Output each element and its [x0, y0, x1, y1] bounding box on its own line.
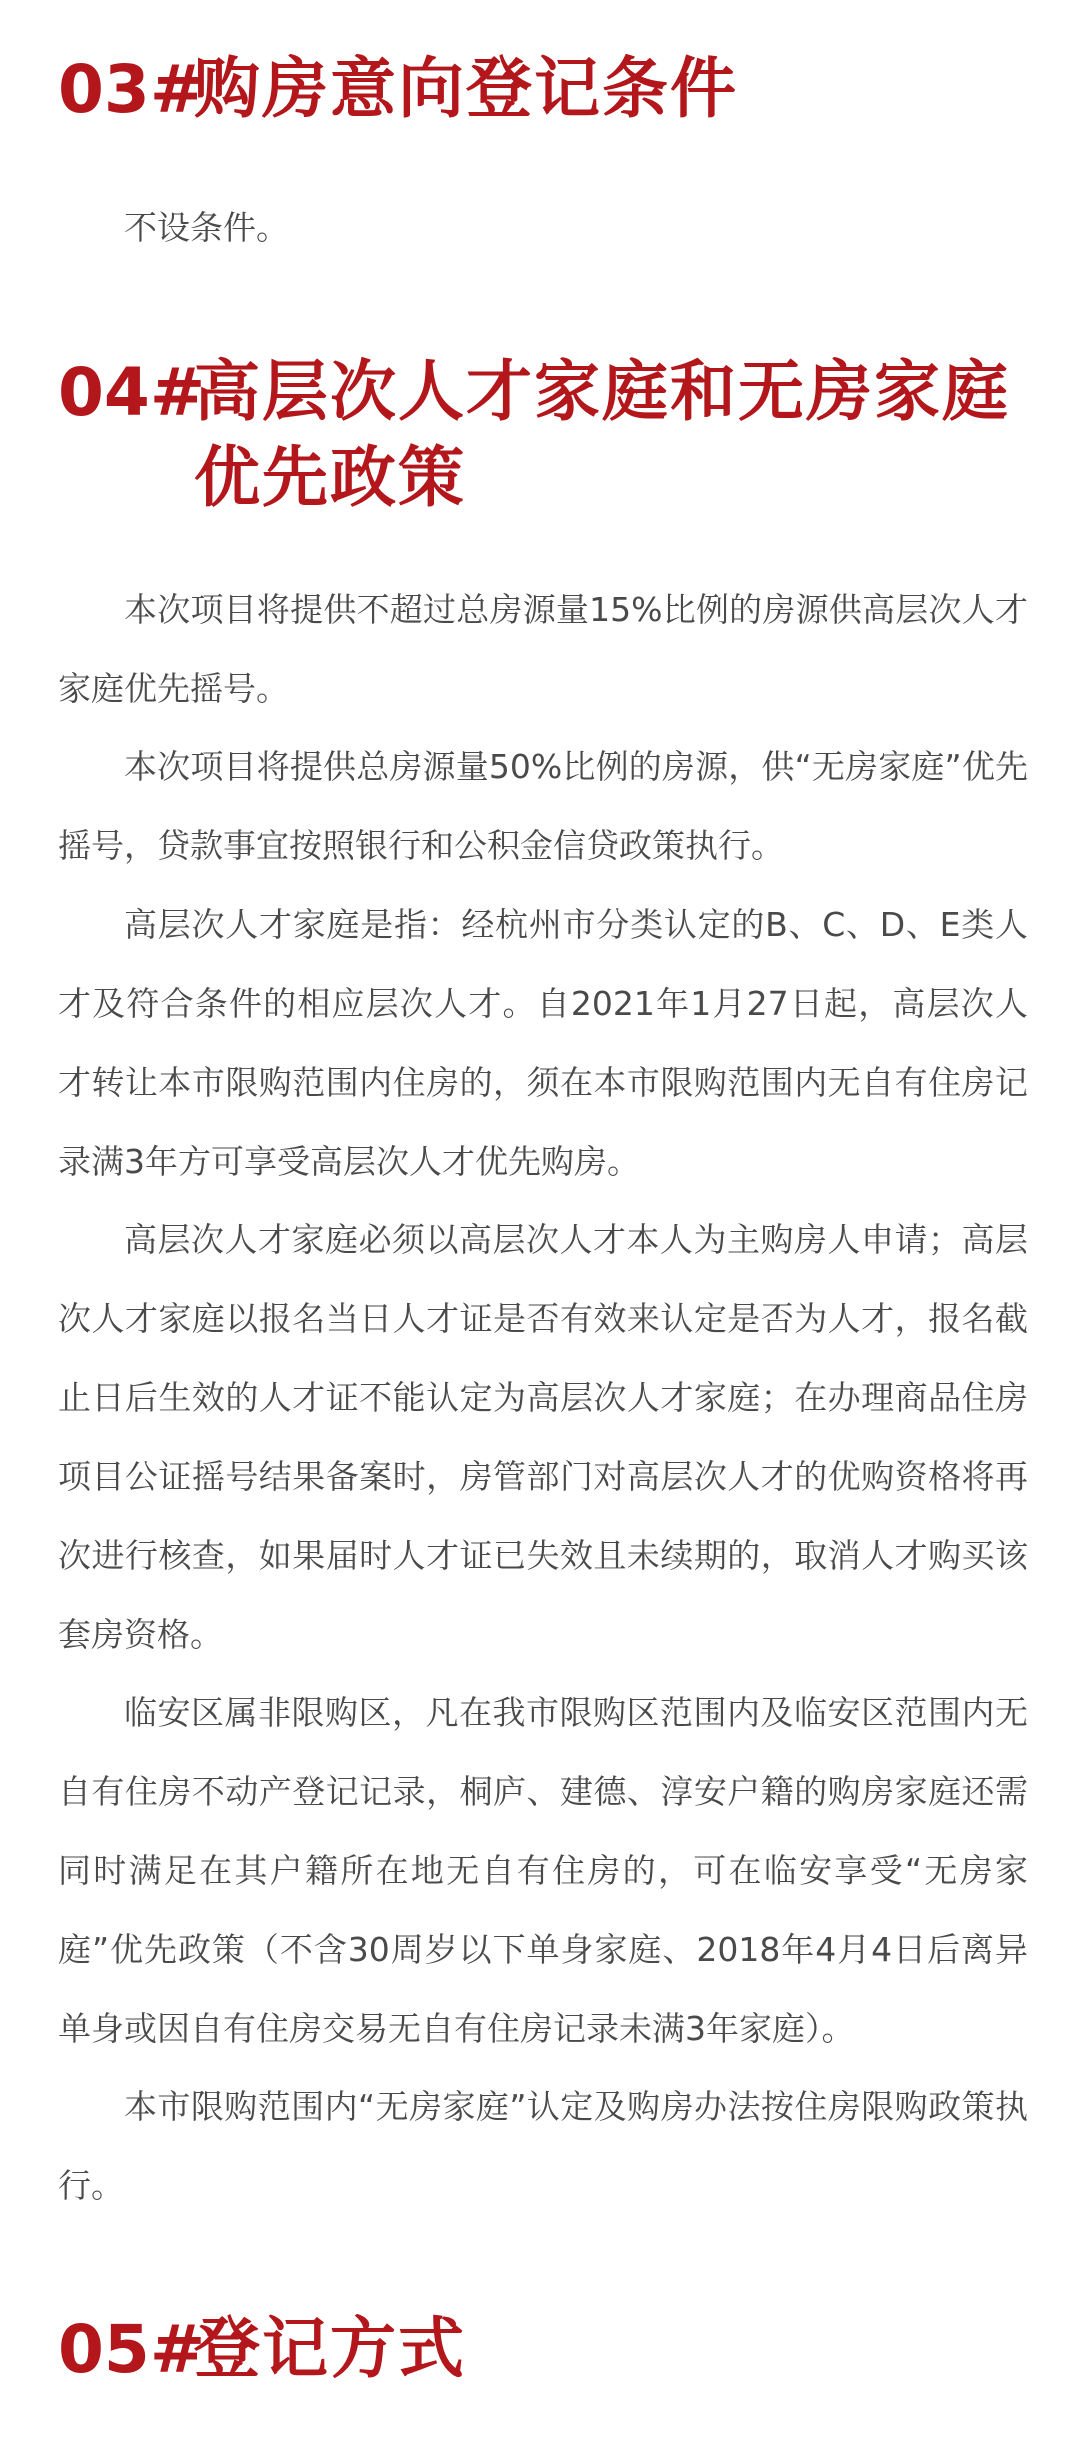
section-title-line: 优先政策: [194, 439, 466, 516]
paragraph: 本次项目将提供总房源量50%比例的房源，供“无房家庭”优先摇号，贷款事宜按照银行和公积金信贷政策执行。: [58, 747, 1028, 865]
section-heading-04: [58, 349, 1010, 521]
paragraph: 临安区属非限购区，凡在我市限购区范围内及临安区范围内无自有住房不动产登记记录，桐庐、建德、淳安户籍的购房家庭还需同时满足在其户籍所在地无自有住房的，可在临安享受“无房家庭”优先政策（不含30周岁以下单身家庭、2018年4月4日后离异单身或因自有住房交易无自有住房记录未满3年家庭）。: [58, 1693, 1028, 2048]
section-title-line: 登记方式: [194, 2310, 466, 2387]
paragraph: 本市限购范围内“无房家庭”认定及购房办法按住房限购政策执行。: [58, 2087, 1028, 2205]
section-heading-03: [58, 46, 738, 134]
section-heading-05: [58, 2306, 466, 2394]
paragraph: 高层次人才家庭必须以高层次人才本人为主购房人申请；高层次人才家庭以报名当日人才证是否有效来认定是否为人才，报名截止日后生效的人才证不能认定为高层次人才家庭；在办理商品住房项目公证摇号结果备案时，房管部门对高层次人才的优购资格将再次进行核查，如果届时人才证已失效且未续期的，取消人才购买该套房资格。: [58, 1220, 1028, 1654]
section-title-line: 高层次人才家庭和无房家庭: [194, 353, 1010, 430]
section-title: [194, 349, 1010, 521]
paragraph: 高层次人才家庭是指：经杭州市分类认定的B、C、D、E类人才及符合条件的相应层次人才。自2021年1月27日起，高层次人才转让本市限购范围内住房的，须在本市限购范围内无自有住房记录满3年方可享受高层次人才优先购房。: [58, 905, 1028, 1181]
section-title: [194, 46, 738, 132]
section-number: 05#: [58, 2311, 206, 2388]
section-number: 04#: [58, 354, 206, 431]
section-title: [194, 2306, 466, 2392]
paragraph: 本次项目将提供不超过总房源量15%比例的房源供高层次人才家庭优先摇号。: [58, 590, 1028, 708]
section-title-line: 购房意向登记条件: [194, 50, 738, 127]
paragraph: 不设条件。: [124, 208, 289, 247]
section-number: 03#: [58, 51, 206, 128]
